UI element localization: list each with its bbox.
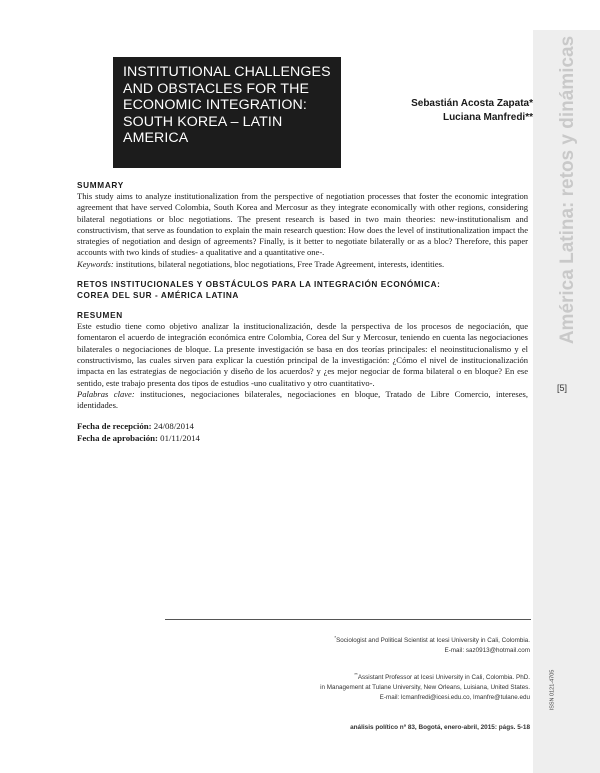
article-title-box <box>113 57 341 168</box>
resumen-heading: RESUMEN <box>77 311 123 321</box>
resumen-keywords: Palabras clave: instituciones, negociaciones bilaterales, negociaciones en bloque, Tratado de Libre Comercio, intereses, identidades. <box>77 388 528 411</box>
spanish-title: RETOS INSTITUCIONALES Y OBSTÁCULOS PARA LA INTEGRACIÓN ECONÓMICA: COREA DEL SUR - AMÉRICA LATINA <box>77 280 441 301</box>
summary-heading: SUMMARY <box>77 181 124 190</box>
summary-keywords: Keywords: institutions, bilateral negotiations, bloc negotiations, Free Trade Agreement, interests, identities. <box>77 258 445 269</box>
keywords-label: Keywords: <box>77 258 114 269</box>
summary-text: This study aims to analyze institutionalization from the perspective of negotiation processes that foster the economic integration agreement that have served Colombia, South Korea and Mercosur as they integrate economically with other regions, considering bilateral negotiations or bloc negotiations. The present research is based in two main theories: new-institutionalism and constructivism, that serve as foundation to explain the main research question: How does the level of institutionalization impact the strategies of negotiation and design of agreements? Finally, is it better to negotiate bilaterally or as a bloc? Therefore, this paper accounts with two kinds of studies- a qualitative and a quantitative one-. <box>77 191 528 258</box>
authors <box>411 97 533 125</box>
issn-label: ISSN 0121-4705 <box>549 669 556 711</box>
resumen-text: Este estudio tiene como objetivo analizar la institucionalización, desde la perspectiva de los procesos de negociación, que fomentaron el acuerdo de integración económica entre Colombia, Corea del Sur y Mercosur, teniendo en cuenta las negociaciones bilaterales o negociaciones de bloque. La presente investigación se basa en dos teorías principales: el neoinstitucionalismo y el constructivismo, las cuales sirven para explicar la cuestión principal de la investigación: ¿Cómo el nivel de institucionalización impacta en las estrategias de negociación y diseño de los acuerdos? y ¿es mejor negociar de forma bilateral o en bloque? En ese sentido, este trabajo presenta dos tipos de estudios -uno cualitativo y otro cuantitativo-. <box>77 321 528 388</box>
footnote-author-2: **Assistant Professor at Icesi University in Cali, Colombia. PhD. in Management at Tulane University, New Orleans, Luisiana, United States. E-mail: lcmanfredi@icesi.edu.co, lmanfre@tulane.edu <box>320 672 530 701</box>
page-number: [5] <box>557 383 568 393</box>
footnote-divider <box>165 619 531 620</box>
approved-date: Fecha de aprobación: 01/11/2014 <box>77 433 200 444</box>
author-1: Sebastián Acosta Zapata* <box>411 98 533 109</box>
palabras-clave-label: Palabras clave: <box>77 388 135 399</box>
author-2: Luciana Manfredi** <box>442 112 533 123</box>
article-title: INSTITUTIONAL CHALLENGES AND OBSTACLES FOR THE ECONOMIC INTEGRATION: SOUTH KOREA – LATIN AMERICA <box>123 64 331 147</box>
footnote-author-1: *Sociologist and Political Scientist at Icesi University in Cali, Colombia. E-mail: saz0913@hotmail.com <box>334 635 530 654</box>
received-date: Fecha de recepción: 24/08/2014 <box>77 421 194 432</box>
article-body <box>77 180 528 444</box>
section-side-title: América Latina: retos y dinámicas <box>557 35 578 345</box>
journal-reference: análisis político nº 83, Bogotá, enero-abril, 2015: págs. 5-18 <box>350 724 530 731</box>
